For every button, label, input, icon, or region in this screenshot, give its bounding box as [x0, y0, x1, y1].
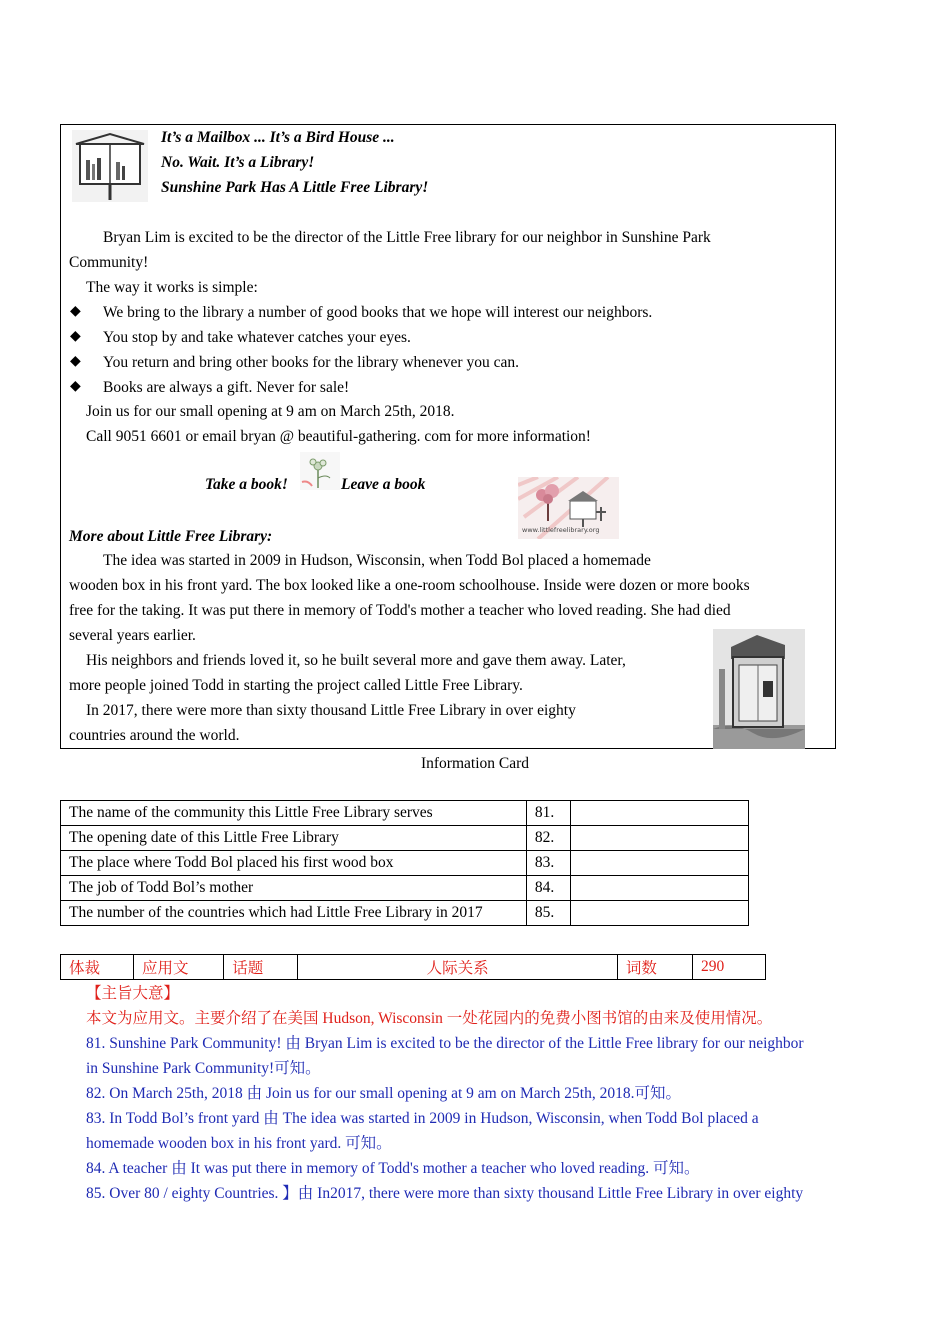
- take-a-book-text: Take a book!: [205, 476, 288, 493]
- headline-line-3: Sunshine Park Has A Little Free Library!: [161, 179, 429, 196]
- contact-line: Call 9051 6601 or email bryan @ beautiful-gathering. com for more information!: [86, 428, 591, 445]
- info-card-title: Information Card: [420, 755, 530, 772]
- logo-url-text: www.littlefreelibrary.org: [522, 526, 600, 534]
- intro-line-2: Community!: [69, 254, 149, 271]
- analysis-line: 82. On March 25th, 2018 由 Join us for our small opening at 9 am on March 25th, 2018.可知。: [86, 1085, 681, 1102]
- headline-line-2: No. Wait. It’s a Library!: [161, 154, 315, 171]
- more-line: wooden box in his front yard. The box looked like a one-room schoolhouse. Inside were dozen or more books: [69, 577, 750, 594]
- wordcount-value: 290: [692, 955, 765, 980]
- question-cell: The name of the community this Little Free Library serves: [61, 801, 527, 826]
- how-it-works: The way it works is simple:: [86, 279, 258, 296]
- more-line: His neighbors and friends loved it, so he built several more and gave them away. Later,: [86, 652, 626, 669]
- more-line: In 2017, there were more than sixty thousand Little Free Library in over eighty: [86, 702, 576, 719]
- join-us-line: Join us for our small opening at 9 am on March 25th, 2018.: [86, 403, 455, 420]
- analysis-line: 84. A teacher 由 It was put there in memory of Todd's mother a teacher who loved reading. 可知。: [86, 1160, 700, 1177]
- answer-cell[interactable]: [570, 826, 748, 851]
- analysis-line: 83. In Todd Bol’s front yard 由 The idea was started in 2009 in Hudson, Wisconsin, when Todd Bol placed a: [86, 1110, 759, 1127]
- table-row: [61, 801, 749, 826]
- answer-cell[interactable]: [570, 801, 748, 826]
- wooden-box-photo: [713, 629, 805, 749]
- table-row: [61, 826, 749, 851]
- number-cell: 83.: [526, 851, 570, 876]
- little-free-library-logo: [518, 477, 619, 539]
- table-row: [61, 901, 749, 926]
- answer-cell[interactable]: [570, 901, 748, 926]
- genre-value: 应用文: [134, 955, 224, 980]
- diamond-bullet-icon: ◆: [70, 329, 81, 344]
- little-library-sketch-image: [72, 130, 148, 202]
- table-row: [61, 876, 749, 901]
- more-line: more people joined Todd in starting the project called Little Free Library.: [69, 677, 523, 694]
- diamond-bullet-icon: ◆: [70, 354, 81, 369]
- analysis-line: in Sunshine Park Community!可知。: [86, 1060, 321, 1077]
- analysis-heading: 【主旨大意】: [86, 985, 180, 1002]
- genre-label: 体裁: [61, 955, 134, 980]
- topic-label: 话题: [224, 955, 298, 980]
- question-cell: The place where Todd Bol placed his first wood box: [61, 851, 527, 876]
- intro-line-1: Bryan Lim is excited to be the director of the Little Free library for our neighbor in Sunshine Park: [103, 229, 711, 246]
- analysis-summary: 本文为应用文。主要介绍了在美国 Hudson, Wisconsin 一处花园内的免费小图书馆的由来及使用情况。: [86, 1010, 773, 1027]
- number-cell: 84.: [526, 876, 570, 901]
- bullet-item: You return and bring other books for the library whenever you can.: [103, 354, 519, 371]
- wordcount-label: 词数: [617, 955, 692, 980]
- more-line: several years earlier.: [69, 627, 196, 644]
- leave-a-book-text: Leave a book: [341, 476, 426, 493]
- more-about-heading: More about Little Free Library:: [69, 528, 273, 545]
- info-card-table: [60, 800, 749, 926]
- bullet-item: Books are always a gift. Never for sale!: [103, 379, 350, 396]
- question-cell: The opening date of this Little Free Library: [61, 826, 527, 851]
- question-cell: The job of Todd Bol’s mother: [61, 876, 527, 901]
- more-line: countries around the world.: [69, 727, 240, 744]
- more-line: free for the taking. It was put there in memory of Todd's mother a teacher who loved reading. She had died: [69, 602, 731, 619]
- analysis-line: 81. Sunshine Park Community! 由 Bryan Lim is excited to be the director of the Little Free library for our neighbor: [86, 1035, 804, 1052]
- more-line: The idea was started in 2009 in Hudson, Wisconsin, when Todd Bol placed a homemade: [103, 552, 651, 569]
- flower-icon: [300, 452, 340, 490]
- bullet-item: You stop by and take whatever catches your eyes.: [103, 329, 411, 346]
- analysis-line: homemade wooden box in his front yard. 可知。: [86, 1135, 392, 1152]
- number-cell: 82.: [526, 826, 570, 851]
- analysis-line: 85. Over 80 / eighty Countries. 】由 In2017, there were more than sixty thousand Little Free Library in over eighty: [86, 1185, 804, 1202]
- topic-value: 人际关系: [298, 955, 618, 980]
- number-cell: 85.: [526, 901, 570, 926]
- question-cell: The number of the countries which had Little Free Library in 2017: [61, 901, 527, 926]
- bullet-item: We bring to the library a number of good books that we hope will interest our neighbors.: [103, 304, 653, 321]
- number-cell: 81.: [526, 801, 570, 826]
- answer-cell[interactable]: [570, 851, 748, 876]
- table-row: [61, 851, 749, 876]
- diamond-bullet-icon: ◆: [70, 304, 81, 319]
- meta-table: [60, 954, 766, 980]
- table-row: [61, 955, 766, 980]
- diamond-bullet-icon: ◆: [70, 379, 81, 394]
- answer-cell[interactable]: [570, 876, 748, 901]
- headline-line-1: It’s a Mailbox ... It’s a Bird House ...: [161, 129, 395, 146]
